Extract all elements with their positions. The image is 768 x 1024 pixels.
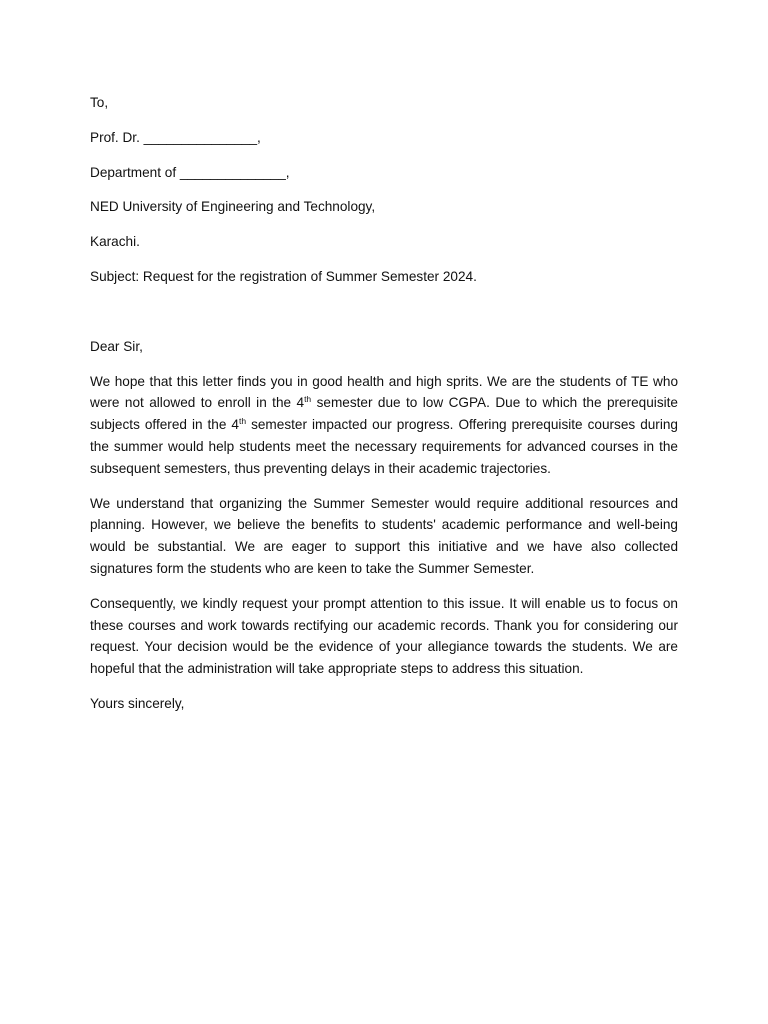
paragraph-1-part-2: semester due to low CGPA. Due to which the prerequisite subjects offered in the 4 (90, 395, 678, 433)
paragraph-1 (90, 371, 678, 480)
recipient-line: Prof. Dr. _______________, (90, 129, 261, 145)
paragraph-1-part-3: semester impacted our progress. Offering prerequisite courses during the summer would help students meet the necessary requirements for advanced courses in the subsequent semesters, thus preventing delays in their academic trajectories. (90, 417, 678, 476)
letter-body (90, 92, 678, 728)
salutation: Dear Sir, (90, 338, 143, 354)
paragraph-1-part-1: We hope that this letter finds you in good health and high sprits. We are the students of TE who were not allowed to enroll in the 4 (90, 373, 678, 411)
department-line: Department of ______________, (90, 164, 290, 180)
subject-line: Subject: Request for the registration of Summer Semester 2024. (90, 268, 477, 284)
university-line: NED University of Engineering and Technology, (90, 199, 376, 215)
paragraph-3: Consequently, we kindly request your prompt attention to this issue. It will enable us to focus on these courses and work towards rectifying our academic records. Thank you for considering our request. Your decision would be the evidence of your allegiance towards the students. We are hopeful that the administration will take appropriate steps to address this situation. (90, 595, 678, 677)
closing: Yours sincerely, (90, 695, 185, 711)
paragraph-2: We understand that organizing the Summer Semester would require additional resources and planning. However, we believe the benefits to students' academic performance and well-being would be substantial. We are eager to support this initiative and we have also collected signatures form the students who are keen to take the Summer Semester. (90, 495, 678, 576)
superscript-th: th (304, 394, 312, 405)
city-line: Karachi. (90, 234, 140, 250)
superscript-th: th (238, 416, 247, 427)
address-to: To, (90, 95, 109, 110)
